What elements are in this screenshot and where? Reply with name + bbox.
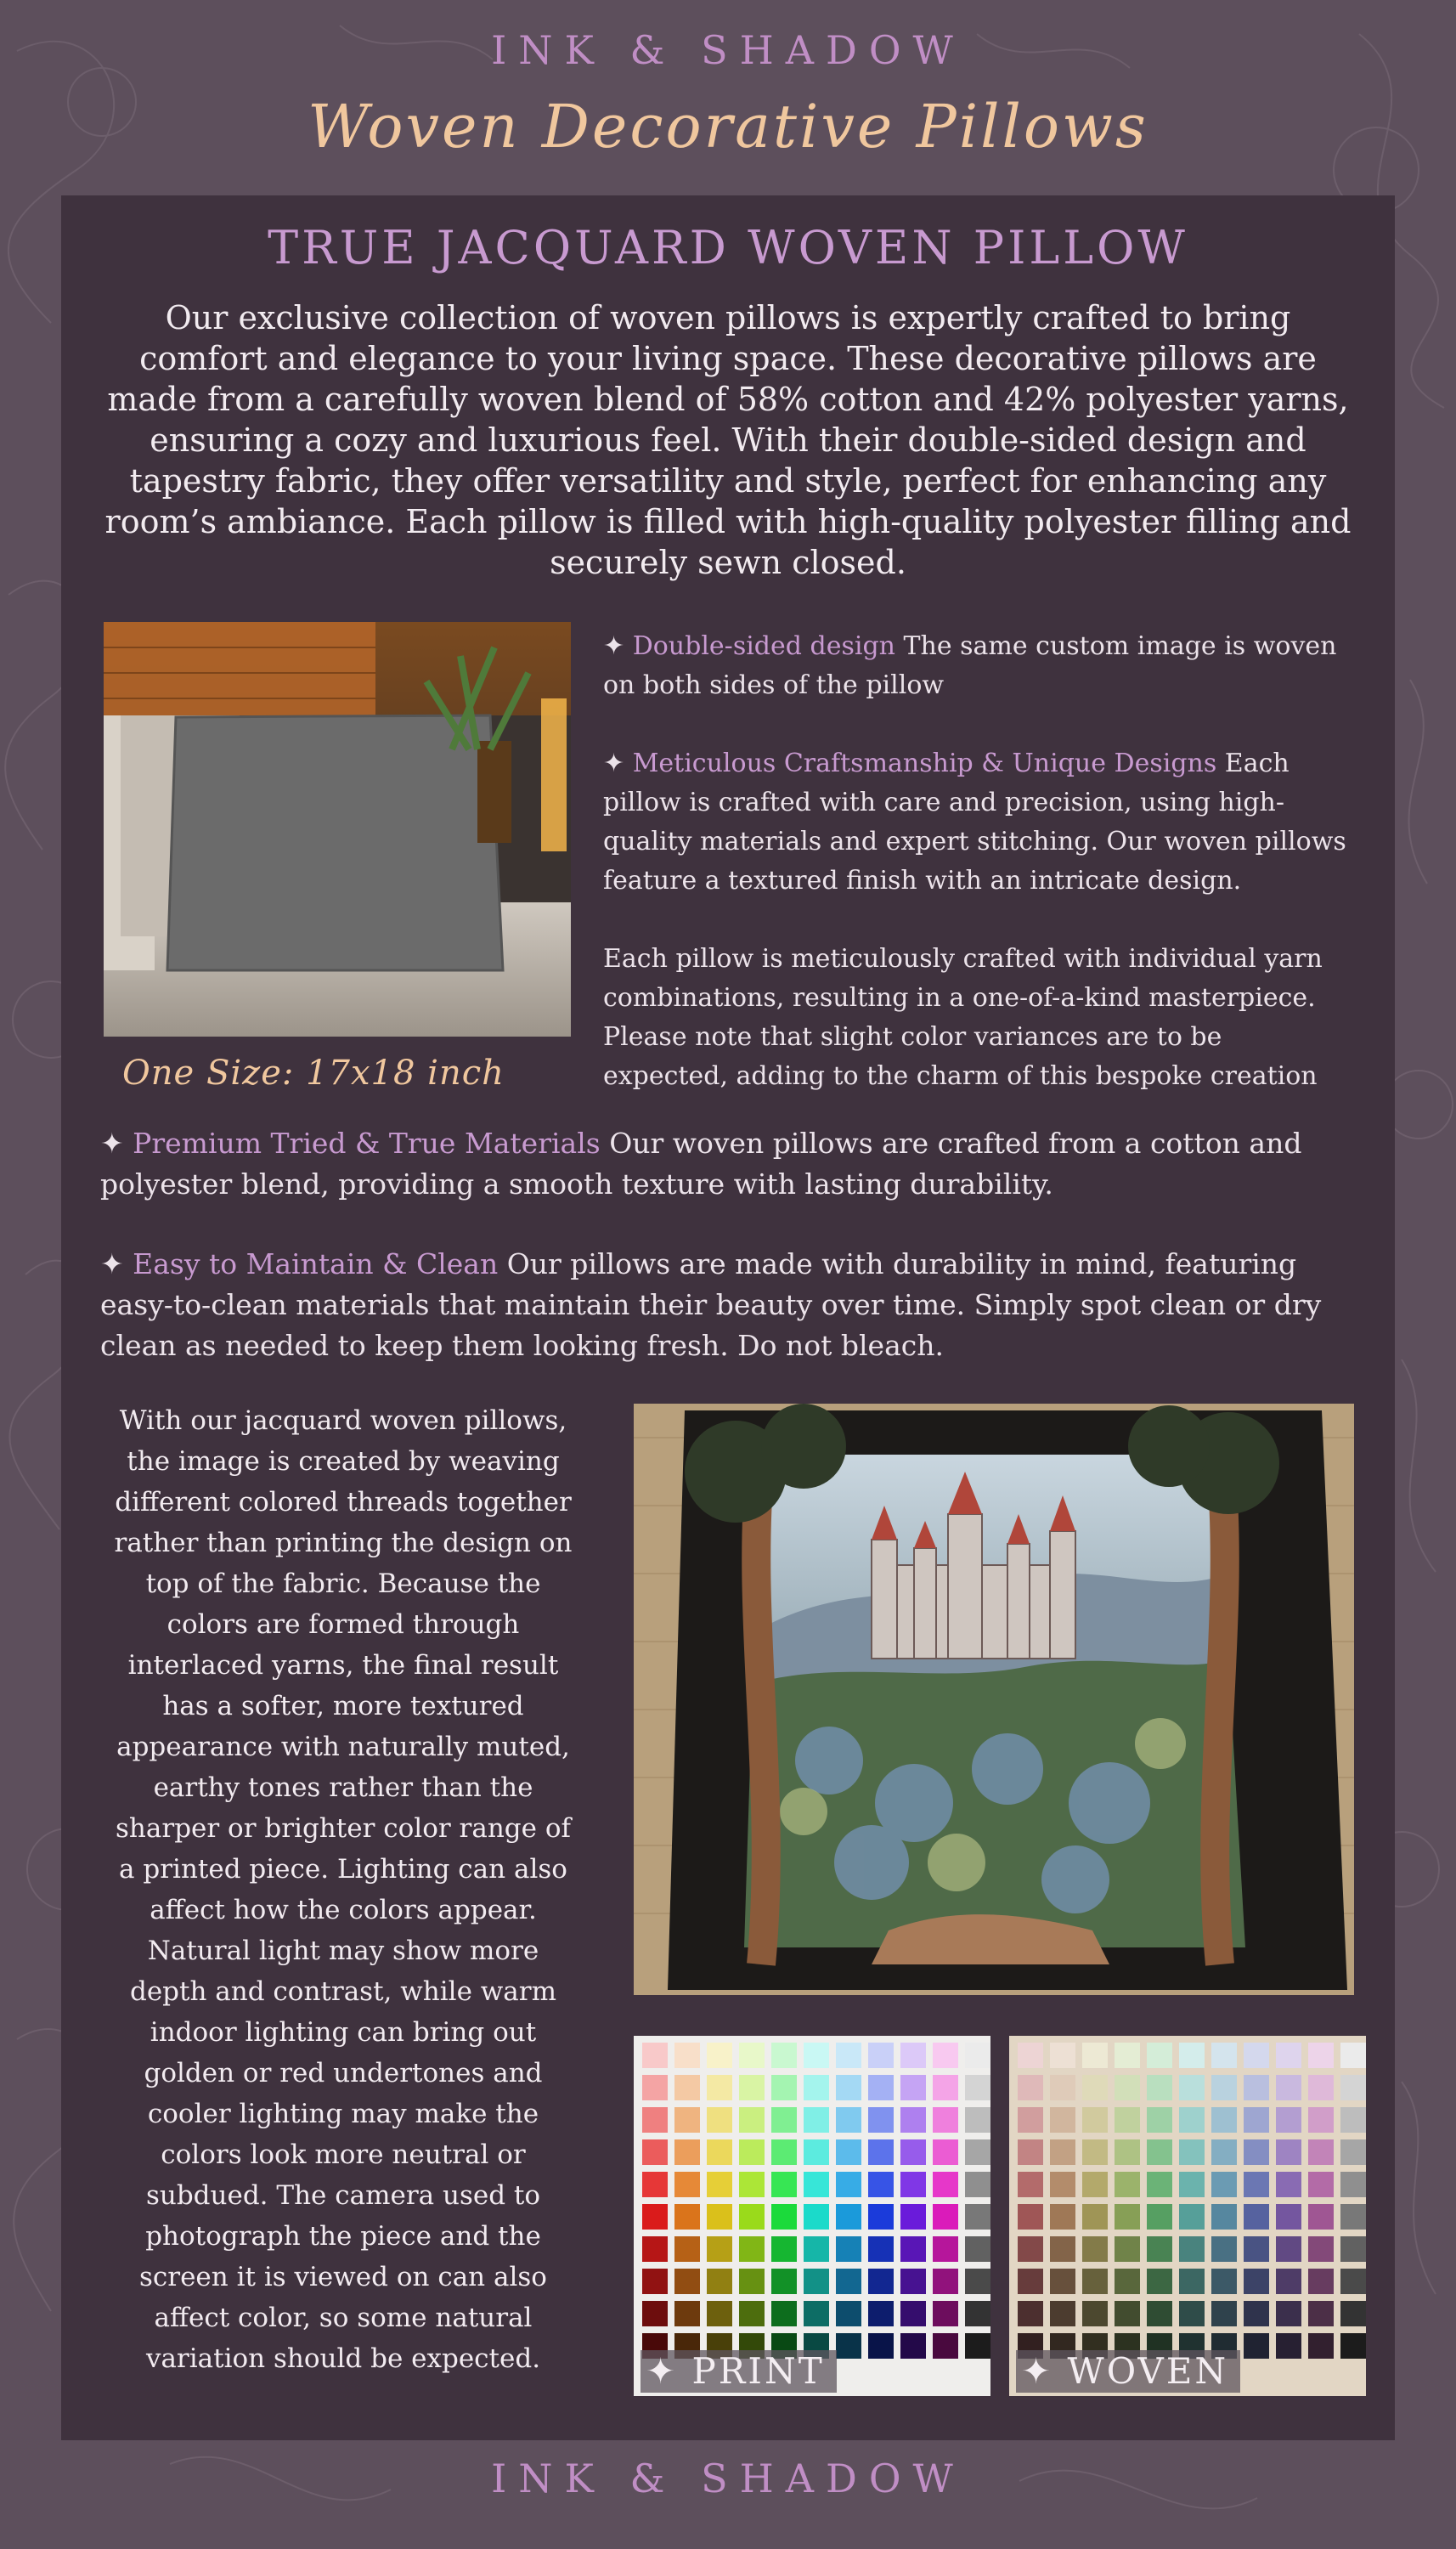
color-swatch (933, 2269, 958, 2294)
woven-swatch-chart (1009, 2036, 1366, 2396)
color-swatch (1211, 2301, 1237, 2326)
color-swatch (1308, 2172, 1334, 2197)
color-swatch (1276, 2301, 1301, 2326)
feature-text: Our pillows are made with durability in mind, featuring easy-to-clean materials that maintain their beauty over time. Simply spot clean or dry clean as needed to keep them looking fresh. Do not bleach. (100, 1247, 1322, 1362)
color-swatch (836, 2043, 861, 2068)
color-swatch (1115, 2107, 1140, 2133)
color-swatch (868, 2139, 894, 2165)
color-swatch (642, 2269, 668, 2294)
color-swatch (1115, 2236, 1140, 2262)
color-swatch (771, 2236, 797, 2262)
color-swatch (771, 2107, 797, 2133)
color-swatch (1115, 2301, 1140, 2326)
color-swatch (1082, 2075, 1108, 2100)
color-swatch (674, 2236, 700, 2262)
castle-tapestry-pillow-photo (634, 1404, 1354, 1995)
color-swatch (1147, 2172, 1172, 2197)
woven-label: ✦ WOVEN (1016, 2350, 1240, 2393)
color-swatch (933, 2301, 958, 2326)
color-swatch (739, 2269, 765, 2294)
color-swatch (674, 2075, 700, 2100)
color-swatch (965, 2236, 990, 2262)
color-swatch (1018, 2236, 1043, 2262)
color-swatch (1082, 2269, 1108, 2294)
color-swatch (1050, 2107, 1075, 2133)
print-label: ✦ PRINT (641, 2350, 837, 2393)
color-swatch (771, 2301, 797, 2326)
color-swatch (1115, 2204, 1140, 2230)
color-swatch (933, 2043, 958, 2068)
color-swatch (1276, 2075, 1301, 2100)
color-swatch (804, 2172, 829, 2197)
gray-pillow-photo (104, 622, 571, 1037)
feature-craftsmanship (603, 744, 1351, 901)
feature-text: Our woven pillows are crafted from a cotton and polyester blend, providing a smooth texture with lasting durability. (100, 1127, 1302, 1201)
color-swatch (836, 2333, 861, 2359)
color-swatch (1179, 2301, 1205, 2326)
color-swatch (739, 2075, 765, 2100)
color-swatch (804, 2043, 829, 2068)
color-swatch (1244, 2172, 1269, 2197)
color-swatch (868, 2333, 894, 2359)
color-swatch (1179, 2043, 1205, 2068)
color-swatch (739, 2204, 765, 2230)
color-swatch (1244, 2075, 1269, 2100)
color-swatch (868, 2075, 894, 2100)
color-swatch (1179, 2236, 1205, 2262)
color-swatch (1018, 2075, 1043, 2100)
color-swatch (674, 2139, 700, 2165)
color-swatch (771, 2172, 797, 2197)
print-swatch-chart (634, 2036, 990, 2396)
color-swatch (1050, 2075, 1075, 2100)
color-swatch (965, 2333, 990, 2359)
color-swatch (771, 2204, 797, 2230)
color-swatch (642, 2139, 668, 2165)
color-swatch (1244, 2269, 1269, 2294)
color-swatch (1276, 2333, 1301, 2359)
color-swatch (1276, 2107, 1301, 2133)
color-swatch (1211, 2236, 1237, 2262)
color-swatch (1276, 2236, 1301, 2262)
color-swatch (900, 2172, 926, 2197)
color-swatch (674, 2043, 700, 2068)
color-swatch (1147, 2107, 1172, 2133)
color-swatch (642, 2236, 668, 2262)
color-swatch (868, 2204, 894, 2230)
color-swatch (1211, 2204, 1237, 2230)
color-swatch (1244, 2236, 1269, 2262)
color-swatch (836, 2107, 861, 2133)
color-swatch (1244, 2333, 1269, 2359)
color-swatch (933, 2139, 958, 2165)
color-swatch (965, 2301, 990, 2326)
feature-unique-note (603, 940, 1351, 1096)
star-icon: ✦ (100, 1247, 124, 1280)
feature-text: The same custom image is woven on both sides of the pillow (603, 631, 1337, 700)
color-swatch (1340, 2204, 1366, 2230)
color-swatch (1082, 2043, 1108, 2068)
color-swatch (1308, 2075, 1334, 2100)
color-swatch (1340, 2075, 1366, 2100)
features-wide (100, 1123, 1366, 1405)
feature-text: Each pillow is meticulously crafted with individual yarn combinations, resulting in a one-of-a-kind masterpiece. Please note that slight color variances are to be expected, adding to the charm of this bespoke creation (603, 944, 1323, 1091)
color-swatch (674, 2172, 700, 2197)
color-swatch (1050, 2172, 1075, 2197)
color-swatch (965, 2172, 990, 2197)
color-swatch (1211, 2139, 1237, 2165)
color-swatch (1147, 2204, 1172, 2230)
page-title: Woven Decorative Pillows (308, 92, 1148, 161)
color-swatch (674, 2107, 700, 2133)
color-swatch (1115, 2172, 1140, 2197)
feature-double-sided (603, 627, 1351, 705)
feature-heading: Easy to Maintain & Clean (133, 1247, 499, 1280)
color-swatch (1308, 2236, 1334, 2262)
color-swatch (1018, 2172, 1043, 2197)
color-swatch (642, 2301, 668, 2326)
color-swatch (1340, 2236, 1366, 2262)
color-swatch (1244, 2204, 1269, 2230)
color-swatch (804, 2269, 829, 2294)
color-swatch (739, 2107, 765, 2133)
color-swatch (804, 2075, 829, 2100)
color-swatch (900, 2204, 926, 2230)
color-swatch (1147, 2075, 1172, 2100)
color-swatch (642, 2172, 668, 2197)
color-swatch (1147, 2301, 1172, 2326)
color-swatch (674, 2269, 700, 2294)
feature-text: Each pillow is crafted with care and precision, using high-quality materials and expert stitching. Our woven pillows feature a textured finish with an intricate design. (603, 749, 1346, 896)
color-swatch (1308, 2107, 1334, 2133)
color-swatch (1115, 2075, 1140, 2100)
color-swatch (1276, 2172, 1301, 2197)
color-swatch (836, 2301, 861, 2326)
color-swatch (674, 2204, 700, 2230)
size-label: One Size: 17x18 inch (122, 1054, 505, 1093)
color-swatch (1018, 2139, 1043, 2165)
color-swatch (900, 2269, 926, 2294)
content-panel (61, 195, 1395, 2440)
color-swatch (707, 2301, 732, 2326)
color-swatch (836, 2139, 861, 2165)
color-swatch (1179, 2269, 1205, 2294)
color-swatch (1276, 2139, 1301, 2165)
color-swatch (933, 2107, 958, 2133)
color-swatch (771, 2075, 797, 2100)
color-swatch (1147, 2139, 1172, 2165)
color-swatch (1308, 2204, 1334, 2230)
color-swatch (1308, 2333, 1334, 2359)
color-swatch (900, 2236, 926, 2262)
color-swatch (900, 2075, 926, 2100)
color-swatch (1244, 2043, 1269, 2068)
color-swatch (707, 2269, 732, 2294)
color-swatch (965, 2269, 990, 2294)
color-swatch (1147, 2236, 1172, 2262)
color-swatch (1115, 2269, 1140, 2294)
feature-heading: Premium Tried & True Materials (133, 1127, 601, 1160)
color-swatch (1018, 2107, 1043, 2133)
color-swatch (1244, 2139, 1269, 2165)
color-swatch (1018, 2269, 1043, 2294)
color-swatch (1179, 2172, 1205, 2197)
color-swatch (1340, 2269, 1366, 2294)
color-swatch (642, 2107, 668, 2133)
color-swatch (1276, 2043, 1301, 2068)
intro-paragraph: Our exclusive collection of woven pillows is expertly crafted to bring comfort and elegance to your living space. These decorative pillows are made from a carefully woven blend of 58% cotton and 42% polyester yarns, ensuring a cozy and luxurious feel. With their double-sided design and tapestry fabric, they offer versatility and style, perfect for enhancing any room’s ambiance. Each pillow is filled with high-quality polyester filling and securely sewn closed. (104, 299, 1352, 581)
color-swatch (933, 2333, 958, 2359)
color-swatch (900, 2043, 926, 2068)
color-swatch (1082, 2172, 1108, 2197)
color-swatch (1050, 2301, 1075, 2326)
color-swatch (1050, 2043, 1075, 2068)
color-swatch (1340, 2172, 1366, 2197)
color-swatch (707, 2236, 732, 2262)
feature-materials (100, 1123, 1366, 1205)
color-swatch (836, 2075, 861, 2100)
color-swatch (1082, 2107, 1108, 2133)
color-swatch (642, 2204, 668, 2230)
star-icon: ✦ (100, 1127, 124, 1160)
color-swatch (804, 2301, 829, 2326)
color-swatch (900, 2301, 926, 2326)
color-swatch (1308, 2043, 1334, 2068)
color-swatch (771, 2043, 797, 2068)
color-swatch (804, 2204, 829, 2230)
color-swatch (804, 2236, 829, 2262)
color-swatch (1340, 2107, 1366, 2133)
color-swatch (739, 2043, 765, 2068)
color-swatch (1340, 2043, 1366, 2068)
color-swatch (1050, 2139, 1075, 2165)
color-swatch (933, 2204, 958, 2230)
color-swatch (900, 2139, 926, 2165)
color-swatch (933, 2172, 958, 2197)
color-swatch (1050, 2236, 1075, 2262)
feature-heading: Meticulous Craftsmanship & Unique Designs (632, 749, 1217, 778)
color-swatch (674, 2301, 700, 2326)
color-swatch (1340, 2333, 1366, 2359)
color-swatch (642, 2075, 668, 2100)
color-swatch (868, 2301, 894, 2326)
color-swatch (1211, 2043, 1237, 2068)
feature-maintenance (100, 1244, 1366, 1366)
color-swatch (1018, 2301, 1043, 2326)
color-swatch (1179, 2107, 1205, 2133)
color-swatch (1082, 2139, 1108, 2165)
color-swatch (1211, 2172, 1237, 2197)
color-swatch (707, 2075, 732, 2100)
color-swatch (836, 2236, 861, 2262)
color-swatch (965, 2043, 990, 2068)
color-swatch (804, 2107, 829, 2133)
feature-heading: Double-sided design (632, 631, 895, 661)
color-swatch (868, 2236, 894, 2262)
brand-name-bottom: INK & SHADOW (491, 2456, 965, 2501)
color-swatch (965, 2075, 990, 2100)
color-swatch (868, 2269, 894, 2294)
color-swatch (868, 2172, 894, 2197)
jacquard-explanation: With our jacquard woven pillows, the image is created by weaving different colored threads together rather than printing the design on top of the fabric. Because the colors are formed through interlaced yarns, the final result has a softer, more textured appearance with naturally muted, earthy tones rather than the sharper or brighter color range of a printed piece. Lighting can also affect how the colors appear. Natural light may show more depth and contrast, while warm indoor lighting can bring out golden or red undertones and cooler lighting may make the colors look more neutral or subdued. The camera used to photograph the piece and the screen it is viewed on can also affect color, so some natural variation should be expected. (114, 1405, 573, 2374)
color-swatch (771, 2139, 797, 2165)
color-swatch (1115, 2139, 1140, 2165)
color-swatch (1276, 2204, 1301, 2230)
color-swatch (771, 2269, 797, 2294)
color-swatch (965, 2107, 990, 2133)
section-title: TRUE JACQUARD WOVEN PILLOW (268, 221, 1188, 274)
color-swatch (1244, 2107, 1269, 2133)
color-swatch (1050, 2204, 1075, 2230)
color-swatch (1018, 2043, 1043, 2068)
color-swatch (739, 2301, 765, 2326)
color-swatch (707, 2107, 732, 2133)
star-icon: ✦ (603, 749, 625, 778)
color-swatch (1115, 2043, 1140, 2068)
color-swatch (900, 2107, 926, 2133)
color-swatch (933, 2236, 958, 2262)
color-swatch (1308, 2139, 1334, 2165)
color-swatch (933, 2075, 958, 2100)
color-swatch (836, 2269, 861, 2294)
color-swatch (900, 2333, 926, 2359)
color-swatch (1147, 2043, 1172, 2068)
color-swatch (1082, 2301, 1108, 2326)
color-swatch (1340, 2139, 1366, 2165)
color-swatch (1211, 2075, 1237, 2100)
color-swatch (1211, 2269, 1237, 2294)
color-swatch (1147, 2269, 1172, 2294)
color-swatch (1050, 2269, 1075, 2294)
color-swatch (1340, 2301, 1366, 2326)
features-right-column (603, 627, 1351, 1135)
color-swatch (1308, 2269, 1334, 2294)
color-swatch (868, 2043, 894, 2068)
color-swatch (804, 2139, 829, 2165)
color-swatch (739, 2236, 765, 2262)
star-icon: ✦ (603, 631, 625, 661)
color-swatch (836, 2172, 861, 2197)
color-swatch (707, 2204, 732, 2230)
color-swatch (739, 2139, 765, 2165)
color-swatch (965, 2139, 990, 2165)
color-swatch (739, 2172, 765, 2197)
color-swatch (707, 2043, 732, 2068)
color-swatch (1179, 2075, 1205, 2100)
color-swatch (1244, 2301, 1269, 2326)
color-swatch (1276, 2269, 1301, 2294)
color-swatch (868, 2107, 894, 2133)
color-swatch (836, 2204, 861, 2230)
color-swatch (965, 2204, 990, 2230)
brand-name-top: INK & SHADOW (491, 27, 965, 73)
color-swatch (1082, 2236, 1108, 2262)
color-swatch (1082, 2204, 1108, 2230)
color-swatch (1179, 2204, 1205, 2230)
color-swatch (1018, 2204, 1043, 2230)
color-swatch (707, 2172, 732, 2197)
color-swatch (1179, 2139, 1205, 2165)
color-swatch (1211, 2107, 1237, 2133)
color-swatch (642, 2043, 668, 2068)
color-swatch (707, 2139, 732, 2165)
color-swatch (1308, 2301, 1334, 2326)
